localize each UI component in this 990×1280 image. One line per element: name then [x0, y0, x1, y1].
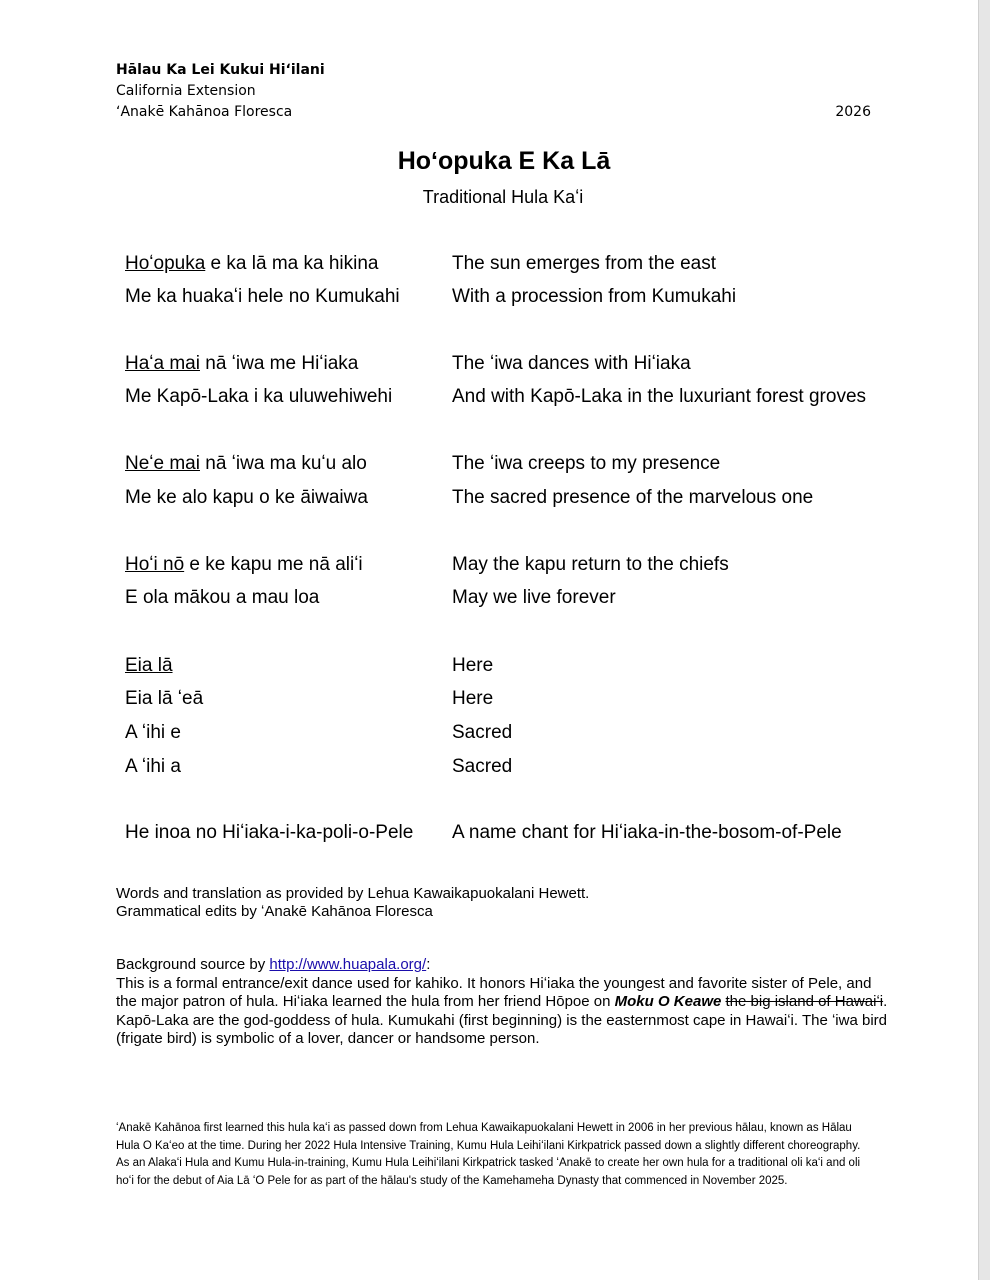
hawaiian-line-underlined: Eia lā [125, 655, 173, 676]
hawaiian-line-underlined: Hoʻi nō [125, 554, 185, 575]
moku-o-keawe: Moku O Keawe [614, 993, 722, 1010]
hawaiian-line: E ola mākou a mau loa [125, 587, 320, 608]
english-line: With a procession from Kumukahi [452, 286, 737, 307]
hawaiian-line: A ʻihi e [125, 722, 181, 743]
english-line: May we live forever [452, 587, 616, 608]
credits-words: Words and translation as provided by Lehua Kawaikapuokalani Hewett. [116, 885, 590, 902]
background-colon: : [426, 956, 431, 973]
background-label: Background source by [116, 956, 270, 973]
background-text-2: . Kapō-Laka are the god-goddess of hula. Kumukahi (first beginning) is the easternmost cape in Hawaiʻi. The ʻiwa bird (frigate bird) is symbolic of a lover, dancer or handsome person. [116, 993, 888, 1047]
extension-name: California Extension [116, 83, 256, 99]
hawaiian-line [125, 253, 378, 275]
hawaiian-line [125, 453, 367, 475]
document-year: 2026 [835, 104, 871, 120]
footnote: ʻAnakē Kahānoa first learned this hula kaʻi as passed down from Lehua Kawaikapuokalani Hewett in 2006 in her previous hālau, known as Hālau Hula O Kaʻeo at the time. During her 2022 Hula Intensive Training, Kumu Hula Leihiʻilani Kirkpatrick passed down a slightly different choreography. As an Alakaʻi Hula and Kumu Hula-in-training, Kumu Hula Leihiʻilani Kirkpatrick tasked ʻAnakē to create her own hula for a traditional oli kaʻi and oli hoʻi for the debut of Aia Lā ʻO Pele for as part of the hālau's study of the Kamehameha Dynasty that commenced in November 2025. [116, 1122, 861, 1187]
hawaiian-line-text: nā ʻiwa ma kuʻu alo [199, 453, 367, 474]
hawaiian-line-text: nā ʻiwa me Hiʻiaka [199, 353, 359, 374]
struck-text: the big island of Hawaiʻi [725, 993, 884, 1010]
page-edge [978, 0, 990, 1280]
english-line: Here [452, 688, 494, 709]
hawaiian-line: Me ke alo kapu o ke āiwaiwa [125, 487, 368, 508]
english-line: May the kapu return to the chiefs [452, 554, 729, 575]
background-paragraph [116, 975, 891, 1049]
hawaiian-line-underlined: Neʻe mai [125, 453, 200, 474]
english-line: The ʻiwa dances with Hiʻiaka [452, 353, 691, 374]
background-section [116, 956, 891, 1049]
hawaiian-line [125, 353, 358, 375]
hawaiian-line [125, 655, 173, 677]
hawaiian-line [125, 554, 363, 576]
page-subtitle: Traditional Hula Kaʻi [422, 187, 584, 207]
page-title: Hoʻopuka E Ka Lā [397, 147, 611, 175]
hawaiian-line: Eia lā ʻeā [125, 688, 204, 709]
english-line: Here [452, 655, 494, 676]
halau-name: Hālau Ka Lei Kukui Hiʻilani [116, 62, 325, 78]
credits [116, 885, 589, 921]
hawaiian-line-underlined: Hoʻopuka [125, 253, 206, 274]
hawaiian-line: He inoa no Hiʻiaka-i-ka-poli-o-Pele [125, 822, 414, 843]
credits-edits: Grammatical edits by ʻAnakē Kahānoa Floresca [116, 903, 433, 920]
english-line: A name chant for Hiʻiaka-in-the-bosom-of-Pele [452, 822, 842, 843]
hawaiian-line-underlined: Haʻa mai [125, 353, 200, 374]
english-line: And with Kapō-Laka in the luxuriant forest groves [452, 386, 867, 407]
english-line: Sacred [452, 722, 513, 743]
background-text-1: This is a formal entrance/exit dance used for kahiko. It honors Hiʻiaka the youngest and favorite sister of Pele, and the major patron of hula. Hiʻiaka learned the hula from her friend Hōpoe on [116, 974, 872, 1010]
english-line: The sacred presence of the marvelous one [452, 487, 814, 508]
hawaiian-line: Me ka huakaʻi hele no Kumukahi [125, 286, 400, 307]
hawaiian-line: A ʻihi a [125, 756, 181, 777]
hawaiian-line-text: e ke kapu me nā aliʻi [184, 554, 363, 575]
english-line: Sacred [452, 756, 513, 777]
hawaiian-line: Me Kapō-Laka i ka uluwehiwehi [125, 386, 393, 407]
huapala-link[interactable]: http://www.huapala.org/ [269, 956, 427, 973]
author-name: ʻAnakē Kahānoa Floresca [116, 104, 293, 120]
english-line: The ʻiwa creeps to my presence [452, 453, 721, 474]
hawaiian-line-text: e ka lā ma ka hikina [205, 253, 379, 274]
english-line: The sun emerges from the east [452, 253, 717, 274]
background-source-line [116, 956, 891, 975]
